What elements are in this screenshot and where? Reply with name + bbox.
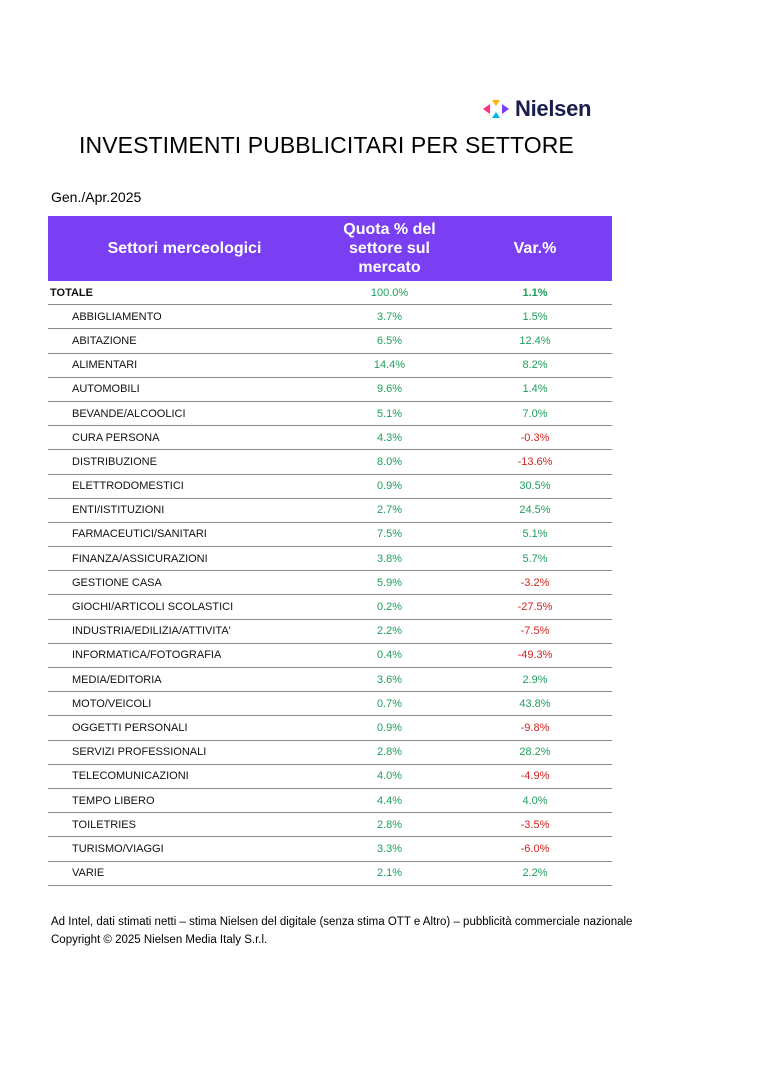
total-quota: 100.0%	[321, 281, 458, 305]
table-row	[48, 716, 612, 740]
sector-var: -4.9%	[458, 764, 612, 788]
table-row	[48, 813, 612, 837]
sector-label: ALIMENTARI	[48, 353, 321, 377]
sector-label: ENTI/ISTITUZIONI	[48, 498, 321, 522]
sector-quota: 3.8%	[321, 547, 458, 571]
sector-var: -3.5%	[458, 813, 612, 837]
sector-quota: 4.3%	[321, 426, 458, 450]
sector-label: BEVANDE/ALCOOLICI	[48, 401, 321, 425]
sector-label: INDUSTRIA/EDILIZIA/ATTIVITA'	[48, 619, 321, 643]
sector-quota: 0.2%	[321, 595, 458, 619]
sector-quota: 5.1%	[321, 401, 458, 425]
sector-var: -6.0%	[458, 837, 612, 861]
table-row	[48, 498, 612, 522]
table-row	[48, 861, 612, 885]
sector-var: -9.8%	[458, 716, 612, 740]
sector-var: 1.5%	[458, 305, 612, 329]
period-label: Gen./Apr.2025	[51, 189, 142, 205]
table-row	[48, 764, 612, 788]
sector-quota: 9.6%	[321, 377, 458, 401]
sector-var: -7.5%	[458, 619, 612, 643]
sector-var: 8.2%	[458, 353, 612, 377]
sector-table	[48, 216, 612, 886]
sector-var: -13.6%	[458, 450, 612, 474]
sector-label: FARMACEUTICI/SANITARI	[48, 522, 321, 546]
sector-quota: 6.5%	[321, 329, 458, 353]
sector-label: ABITAZIONE	[48, 329, 321, 353]
sector-var: 43.8%	[458, 692, 612, 716]
table-row	[48, 643, 612, 667]
nielsen-logo	[483, 96, 591, 122]
sector-label: FINANZA/ASSICURAZIONI	[48, 547, 321, 571]
table-row	[48, 305, 612, 329]
sector-quota: 0.7%	[321, 692, 458, 716]
table-row	[48, 401, 612, 425]
sector-quota: 2.1%	[321, 861, 458, 885]
sector-label: ABBIGLIAMENTO	[48, 305, 321, 329]
table-row	[48, 595, 612, 619]
sector-label: GESTIONE CASA	[48, 571, 321, 595]
footnote-copyright: Copyright © 2025 Nielsen Media Italy S.r.l.	[51, 934, 268, 946]
sector-quota: 5.9%	[321, 571, 458, 595]
total-label: TOTALE	[48, 281, 321, 305]
nielsen-mark-icon	[483, 100, 511, 118]
table-row	[48, 692, 612, 716]
sector-quota: 2.8%	[321, 740, 458, 764]
table-row	[48, 329, 612, 353]
sector-var: -27.5%	[458, 595, 612, 619]
sector-label: MEDIA/EDITORIA	[48, 668, 321, 692]
sector-var: 5.1%	[458, 522, 612, 546]
sector-var: -49.3%	[458, 643, 612, 667]
table-row	[48, 571, 612, 595]
sector-var: 24.5%	[458, 498, 612, 522]
table-row	[48, 426, 612, 450]
footnote	[51, 913, 632, 949]
sector-quota: 0.9%	[321, 716, 458, 740]
sector-quota: 2.2%	[321, 619, 458, 643]
footnote-source: Ad Intel, dati stimati netti – stima Nielsen del digitale (senza stima OTT e Altro) – pubblicità commerciale nazionale	[51, 916, 633, 928]
sector-label: TELECOMUNICAZIONI	[48, 764, 321, 788]
sector-var: 2.9%	[458, 668, 612, 692]
table-row	[48, 450, 612, 474]
table-row	[48, 668, 612, 692]
sector-var: 12.4%	[458, 329, 612, 353]
table-row	[48, 377, 612, 401]
nielsen-wordmark: Nielsen	[515, 96, 592, 121]
total-row	[48, 281, 612, 305]
sector-label: CURA PERSONA	[48, 426, 321, 450]
sector-quota: 3.3%	[321, 837, 458, 861]
sector-quota: 0.9%	[321, 474, 458, 498]
sector-var: 28.2%	[458, 740, 612, 764]
table-row	[48, 353, 612, 377]
table-row	[48, 619, 612, 643]
table-row	[48, 474, 612, 498]
header-quota: Quota % del settore sul mercato	[321, 216, 458, 281]
table-row	[48, 740, 612, 764]
sector-quota: 4.0%	[321, 764, 458, 788]
sector-label: INFORMATICA/FOTOGRAFIA	[48, 643, 321, 667]
table-row	[48, 837, 612, 861]
header-var: Var.%	[458, 216, 612, 281]
sector-label: GIOCHI/ARTICOLI SCOLASTICI	[48, 595, 321, 619]
sector-label: SERVIZI PROFESSIONALI	[48, 740, 321, 764]
sector-quota: 3.6%	[321, 668, 458, 692]
sector-quota: 3.7%	[321, 305, 458, 329]
table-header-row	[48, 216, 612, 281]
sector-var: 5.7%	[458, 547, 612, 571]
sector-label: MOTO/VEICOLI	[48, 692, 321, 716]
sector-quota: 0.4%	[321, 643, 458, 667]
sector-label: ELETTRODOMESTICI	[48, 474, 321, 498]
sector-label: TURISMO/VIAGGI	[48, 837, 321, 861]
sector-label: DISTRIBUZIONE	[48, 450, 321, 474]
sector-label: OGGETTI PERSONALI	[48, 716, 321, 740]
sector-quota: 4.4%	[321, 788, 458, 812]
sector-quota: 7.5%	[321, 522, 458, 546]
sector-var: -0.3%	[458, 426, 612, 450]
sector-quota: 2.7%	[321, 498, 458, 522]
sector-var: 4.0%	[458, 788, 612, 812]
sector-quota: 8.0%	[321, 450, 458, 474]
sector-label: TOILETRIES	[48, 813, 321, 837]
sector-label: VARIE	[48, 861, 321, 885]
sector-var: 1.4%	[458, 377, 612, 401]
header-sector: Settori merceologici	[48, 216, 321, 281]
sector-label: AUTOMOBILI	[48, 377, 321, 401]
table-row	[48, 522, 612, 546]
sector-var: 30.5%	[458, 474, 612, 498]
sector-var: 7.0%	[458, 401, 612, 425]
sector-var: 2.2%	[458, 861, 612, 885]
page-title: INVESTIMENTI PUBBLICITARI PER SETTORE	[79, 132, 574, 158]
sector-label: TEMPO LIBERO	[48, 788, 321, 812]
sector-var: -3.2%	[458, 571, 612, 595]
sector-quota: 2.8%	[321, 813, 458, 837]
total-var: 1.1%	[458, 281, 612, 305]
sector-quota: 14.4%	[321, 353, 458, 377]
table-row	[48, 547, 612, 571]
table-row	[48, 788, 612, 812]
